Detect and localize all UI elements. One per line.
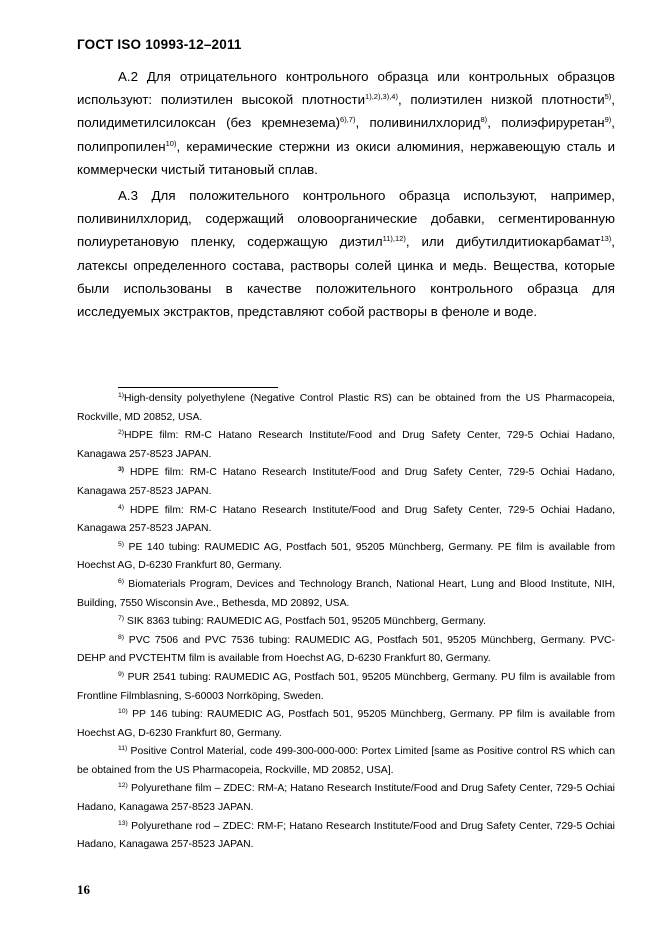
- main-text: [77, 65, 615, 326]
- footnote-mark: 9): [118, 670, 125, 678]
- footnote: [77, 613, 615, 632]
- footnote: [77, 743, 615, 780]
- footnote-text: High-density polyethylene (Negative Control Plastic RS) can be obtained from the US Pharmacopeia, Rockville, MD 20852, USA.: [77, 393, 615, 423]
- footnote-text: PUR 2541 tubing: RAUMEDIC AG, Postfach 501, 95205 Münchberg, Germany. PU film is available from Frontline Filmblasning, S-60003 Norrköping, Sweden.: [77, 671, 615, 702]
- footnote-mark: 4): [118, 503, 125, 511]
- footnote: [77, 632, 615, 669]
- footnote: [77, 818, 615, 855]
- footnote-text: PP 146 tubing: RAUMEDIC AG, Postfach 501, 95205 Münchberg, Germany. PP film is available from Hoechst AG, D-6230 Frankfurt 80, Germany.: [77, 709, 615, 739]
- footnote-ref: 8): [480, 115, 488, 125]
- footnote-mark: 1): [118, 392, 125, 399]
- footnote-text: Polyurethane rod – ZDEC: RM-F; Hatano Research Institute/Food and Drug Safety Center, 729-5 Ochiai Hadano, Kanagawa 257-8523 JAPAN.: [77, 820, 615, 851]
- footnote-mark: 10): [118, 708, 128, 716]
- footnote: [77, 669, 615, 706]
- text-run: , полиэфируретан: [487, 115, 605, 131]
- footnote: [77, 706, 615, 743]
- text-run: , латексы определенного состава, растворы солей цинка и медь. Вещества, которые были использованы в качестве положительного контрольного образца для исследуемых экстрактов, представляют собой растворы в феноле и воде.: [77, 234, 615, 320]
- footnote-text: Positive Control Material, code 499-300-000-000: Portex Limited [same as Positive control RS which can be obtained from the US Pharmacopeia, Rockville, MD 20852, USA].: [77, 746, 615, 776]
- document-header: ГОСТ ISO 10993-12–2011: [77, 37, 242, 52]
- footnote-text: HDPE film: RM-C Hatano Research Institute/Food and Drug Safety Center, 729-5 Ochiai Hadano, Kanagawa 257-8523 JAPAN.: [77, 430, 615, 460]
- footnote-text: PVC 7506 and PVC 7536 tubing: RAUMEDIC AG, Postfach 501, 95205 Münchberg, Germany. PVC-DEHP and PVCTEHTM film is available from Hoechst AG, D-6230 Frankfurt 80, Germany.: [77, 634, 615, 665]
- footnote-ref: 6),7): [340, 115, 356, 125]
- footnote: [77, 464, 615, 501]
- footnote-text: Polyurethane film – ZDEC: RM-A; Hatano Research Institute/Food and Drug Safety Center, 729-5 Ochiai Hadano, Kanagawa 257-8523 JAPAN.: [77, 783, 615, 814]
- paragraph-a3: [77, 184, 615, 323]
- text-run: , или дибутилдитиокарбамат: [405, 234, 601, 250]
- footnote-mark: 8): [118, 633, 125, 641]
- text-run: , полипропилен: [77, 115, 615, 154]
- footnote-mark: 3): [118, 466, 125, 474]
- paragraph-a2: [77, 65, 615, 181]
- footnote-ref: 11),12): [382, 234, 406, 244]
- text-run: , керамические стержни из окиси алюминия, нержавеющую сталь и коммерчески чистый титановый сплав.: [77, 138, 615, 177]
- footnote-mark: 2): [118, 429, 125, 437]
- text-run: , полиэтилен низкой плотности: [397, 92, 605, 108]
- footnotes: [77, 390, 615, 855]
- footnote-text: SIK 8363 tubing: RAUMEDIC AG, Postfach 501, 95205 Münchberg, Germany.: [124, 616, 486, 628]
- footnote-ref: 10): [165, 138, 177, 148]
- footnote: [77, 576, 615, 613]
- footnote: [77, 502, 615, 539]
- footnote-ref: 1),2),3),4): [365, 92, 398, 102]
- footnote-text: HDPE film: RM-C Hatano Research Institute/Food and Drug Safety Center, 729-5 Ochiai Hadano, Kanagawa 257-8523 JAPAN.: [77, 504, 615, 535]
- text-run: , поливинилхлорид: [355, 115, 481, 131]
- page-number: 16: [77, 882, 90, 897]
- footnote-ref: 5): [604, 92, 612, 102]
- footnote-text: HDPE film: RM-C Hatano Research Institute/Food and Drug Safety Center, 729-5 Ochiai Hadano, Kanagawa 257-8523 JAPAN.: [77, 467, 615, 497]
- footnote-ref: 9): [604, 115, 612, 125]
- text-run: А.2 Для отрицательного контрольного образца или контрольных образцов используют: полиэтилен высокой плотности: [77, 69, 615, 108]
- text-run: , полидиметилсилоксан (без кремнезема): [77, 92, 615, 131]
- footnote-mark: 7): [118, 615, 125, 623]
- text-run: А.3 Для положительного контрольного образца используют, например, поливинилхлорид, содержащий оловоорганические добавки, сегментированную полиуретановую пленку, содержащую диэтил: [77, 188, 615, 250]
- footnote: [77, 780, 615, 817]
- footnote-separator: [118, 387, 278, 388]
- footnote-mark: 6): [118, 577, 125, 585]
- footnote-mark: 5): [118, 540, 125, 548]
- footnote: [77, 427, 615, 464]
- footnote-mark: 11): [118, 745, 128, 753]
- footnote: [77, 539, 615, 576]
- footnote-text: PE 140 tubing: RAUMEDIC AG, Postfach 501, 95205 Münchberg, Germany. PE film is available from Hoechst AG, D-6230 Frankfurt 80, Germany.: [77, 541, 615, 572]
- footnote-mark: 13): [118, 819, 128, 827]
- footnote: [77, 390, 615, 427]
- footnote-ref: 13): [600, 234, 612, 244]
- footnote-text: Biomaterials Program, Devices and Technology Branch, National Heart, Lung and Blood Institute, NIH, Building, 7550 Wisconsin Ave., Bethesda, MD 20892, USA.: [77, 578, 615, 609]
- footnote-mark: 12): [118, 782, 128, 790]
